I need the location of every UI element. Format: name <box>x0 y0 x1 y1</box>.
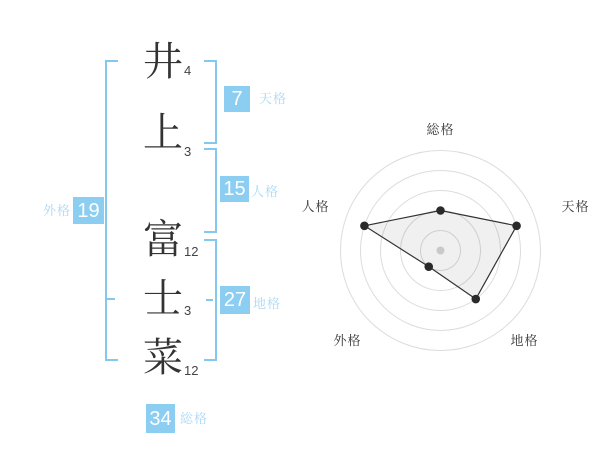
stroke-count-1: 4 <box>184 63 192 78</box>
radar-axis-label-外格: 外格 <box>333 333 362 348</box>
tenkaku-bracket <box>204 60 217 144</box>
jinkaku-value-box: 15 <box>220 176 249 202</box>
radar-data-point-外格 <box>424 262 433 271</box>
radar-data-point-人格 <box>360 221 369 230</box>
radar-axis-label-総格: 総格 <box>426 122 455 137</box>
gaikaku-value-box: 19 <box>73 197 104 224</box>
radar-data-point-地格 <box>471 295 480 304</box>
tenkaku-value-box: 7 <box>224 86 250 112</box>
name-char-1: 井 <box>143 40 183 84</box>
name-char-2: 上 <box>143 111 183 155</box>
name-char-3: 富 <box>143 218 183 262</box>
radar-chart-svg <box>295 105 595 365</box>
gaikaku-bracket <box>105 60 118 361</box>
stroke-count-4: 3 <box>184 303 192 318</box>
radar-center-dot <box>437 247 445 255</box>
gaikaku-bracket-tick <box>107 298 115 300</box>
radar-axis-label-地格: 地格 <box>510 333 539 348</box>
soukaku-label: 総格 <box>180 411 209 426</box>
stroke-count-3: 12 <box>184 244 199 259</box>
name-char-4: 士 <box>143 277 183 321</box>
gaikaku-label: 外格 <box>43 203 72 218</box>
jinkaku-label: 人格 <box>251 184 280 199</box>
soukaku-value-box: 34 <box>146 404 175 433</box>
chikaku-value-box: 27 <box>220 286 250 314</box>
radar-axis-label-天格: 天格 <box>561 199 590 214</box>
stroke-count-5: 12 <box>184 363 199 378</box>
radar-axis-label-人格: 人格 <box>301 199 330 214</box>
radar-data-polygon <box>364 211 516 300</box>
jinkaku-bracket <box>204 148 217 233</box>
radar-data-point-天格 <box>512 221 521 230</box>
stroke-count-2: 3 <box>184 144 192 159</box>
radar-data-point-総格 <box>436 206 445 215</box>
radar-chart <box>295 105 595 365</box>
chikaku-bracket-tick <box>206 299 213 301</box>
name-char-5: 菜 <box>143 336 183 380</box>
tenkaku-label: 天格 <box>259 91 288 106</box>
chikaku-label: 地格 <box>253 296 282 311</box>
